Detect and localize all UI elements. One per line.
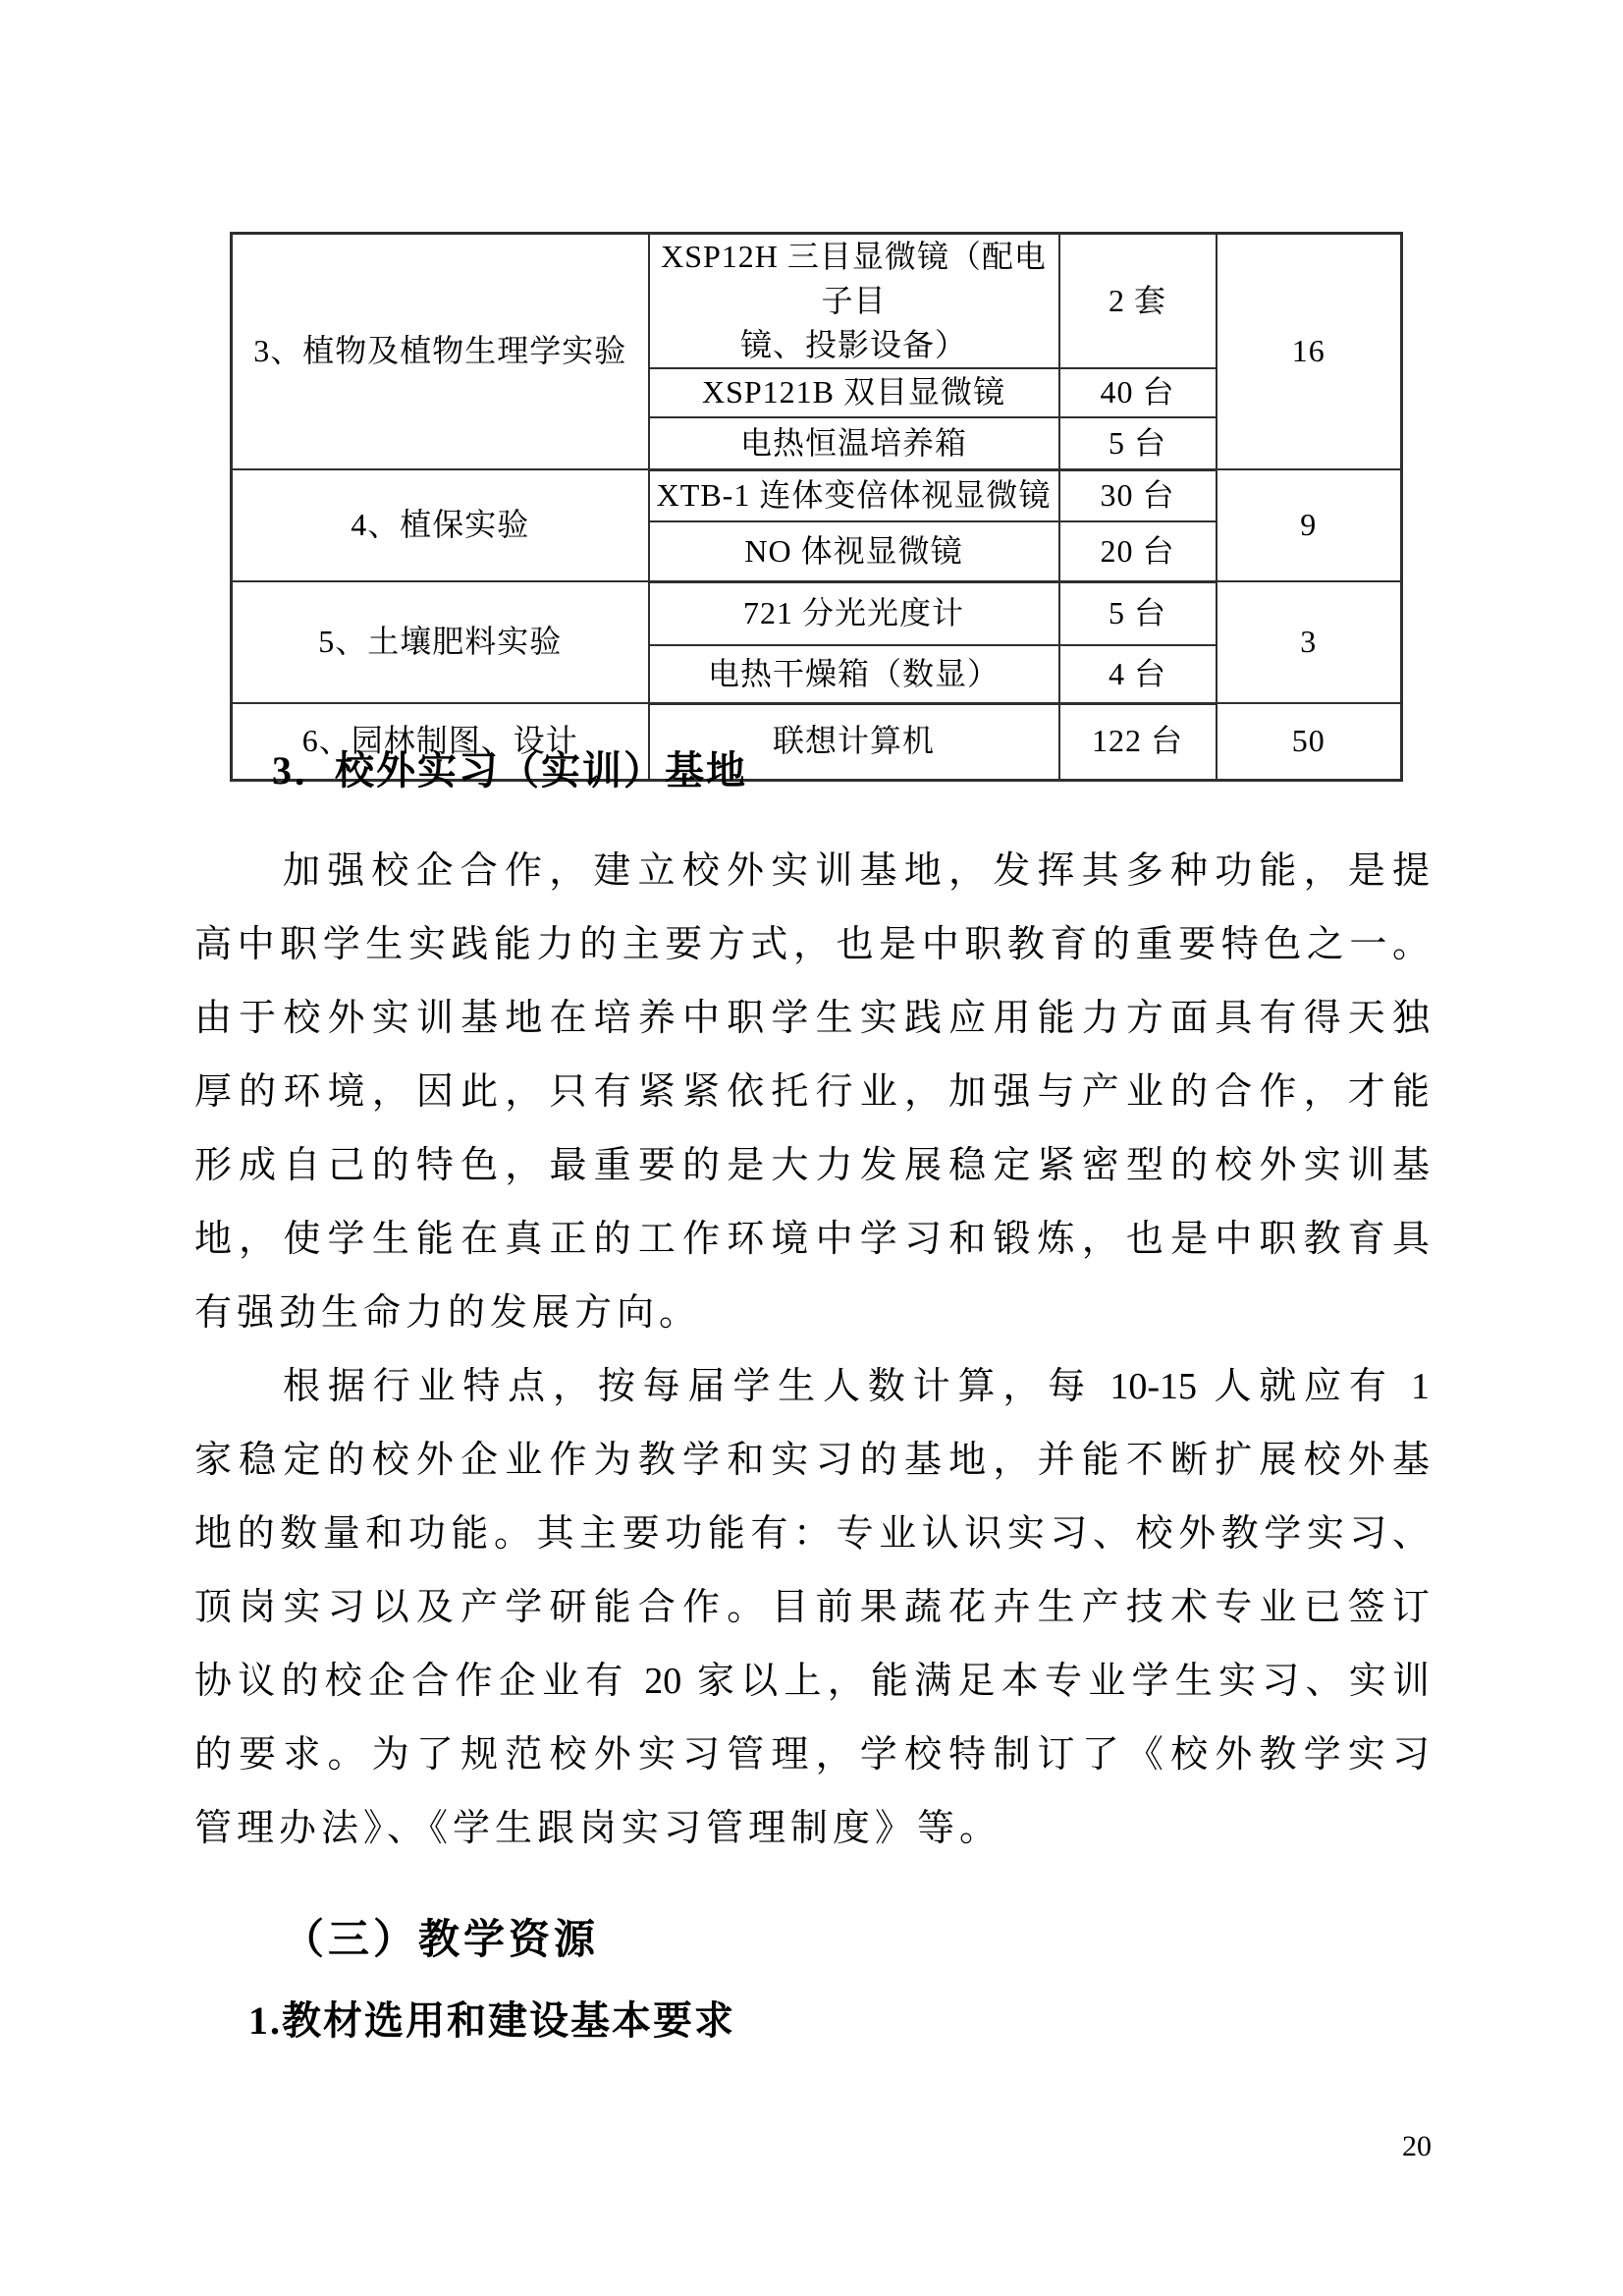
category-cell: 6、园林制图、设计 (232, 703, 649, 780)
section-heading-teaching-resources: （三）教学资源 (283, 1918, 600, 1963)
equipment-cell: 联想计算机 (649, 703, 1059, 780)
quantity-cell: 4 台 (1059, 645, 1217, 703)
equipment-table-wrap (230, 232, 1400, 782)
paragraph-line: 加强校企合作，建立校外实训基地，发挥其多种功能，是提 (283, 850, 1430, 892)
total-cell: 50 (1217, 703, 1402, 780)
paragraph-line: 地的数量和功能。其主要功能有：专业认识实习、校外教学实习、 (194, 1513, 1430, 1555)
quantity-cell: 30 台 (1059, 469, 1217, 521)
total-cell: 16 (1217, 234, 1402, 470)
table-row (232, 581, 1402, 645)
equipment-cell (649, 234, 1059, 369)
equipment-cell: 721 分光光度计 (649, 581, 1059, 645)
paragraph-line: 由于校外实训基地在培养中职学生实践应用能力方面具有得天独 (194, 998, 1430, 1039)
category-cell: 5、土壤肥料实验 (232, 581, 649, 703)
page-number: 20 (1402, 2130, 1432, 2162)
equipment-line-1: XSP12H 三目显微镜（配电子目 (661, 239, 1047, 318)
paragraph-line: 的要求。为了规范校外实习管理，学校特制订了《校外教学实习 (194, 1734, 1430, 1776)
paragraph-1 (194, 835, 1430, 1350)
equipment-cell: 电热干燥箱（数显） (649, 645, 1059, 703)
paragraph-line: 协议的校企合作企业有 20 家以上，能满足本专业学生实习、实训 (194, 1661, 1430, 1702)
equipment-cell: 电热恒温培养箱 (649, 417, 1059, 469)
paragraph-line: 形成自己的特色，最重要的是大力发展稳定紧密型的校外实训基 (194, 1145, 1430, 1186)
table-row (232, 469, 1402, 521)
equipment-cell: XTB-1 连体变倍体视显微镜 (649, 469, 1059, 521)
paragraph-line: 管理办法》、《学生跟岗实习管理制度》等。 (194, 1808, 1002, 1849)
equipment-cell: NO 体视显微镜 (649, 521, 1059, 581)
equipment-cell: XSP121B 双目显微镜 (649, 368, 1059, 417)
category-cell: 3、植物及植物生理学实验 (232, 234, 649, 470)
paragraph-line: 顶岗实习以及产学研能合作。目前果蔬花卉生产技术专业已签订 (194, 1587, 1430, 1628)
paragraph-line: 有强劲生命力的发展方向。 (194, 1292, 702, 1334)
section-heading-offcampus-bases: 3．校外实习（实训）基地 (272, 748, 747, 793)
paragraph-line: 高中职学生实践能力的主要方式，也是中职教育的重要特色之一。 (194, 924, 1430, 965)
quantity-cell: 122 台 (1059, 703, 1217, 780)
quantity-cell: 40 台 (1059, 368, 1217, 417)
total-cell: 9 (1217, 469, 1402, 581)
quantity-cell: 20 台 (1059, 521, 1217, 581)
equipment-line-2: 镜、投影设备） (739, 327, 967, 362)
paragraph-line: 厚的环境，因此，只有紧紧依托行业，加强与产业的合作，才能 (194, 1071, 1430, 1113)
paragraph-2 (194, 1350, 1430, 1866)
subsection-heading-textbook-requirements: 1.教材选用和建设基本要求 (248, 1998, 735, 2043)
table-row (232, 234, 1402, 369)
equipment-table (230, 232, 1403, 782)
quantity-cell: 5 台 (1059, 581, 1217, 645)
paragraph-line: 家稳定的校外企业作为教学和实习的基地，并能不断扩展校外基 (194, 1440, 1430, 1481)
paragraph-line: 根据行业特点，按每届学生人数计算，每 10-15 人就应有 1 (283, 1366, 1430, 1407)
quantity-cell: 5 台 (1059, 417, 1217, 469)
total-cell: 3 (1217, 581, 1402, 703)
category-cell: 4、植保实验 (232, 469, 649, 581)
quantity-cell: 2 套 (1059, 234, 1217, 369)
paragraph-line: 地，使学生能在真正的工作环境中学习和锻炼，也是中职教育具 (194, 1219, 1430, 1260)
